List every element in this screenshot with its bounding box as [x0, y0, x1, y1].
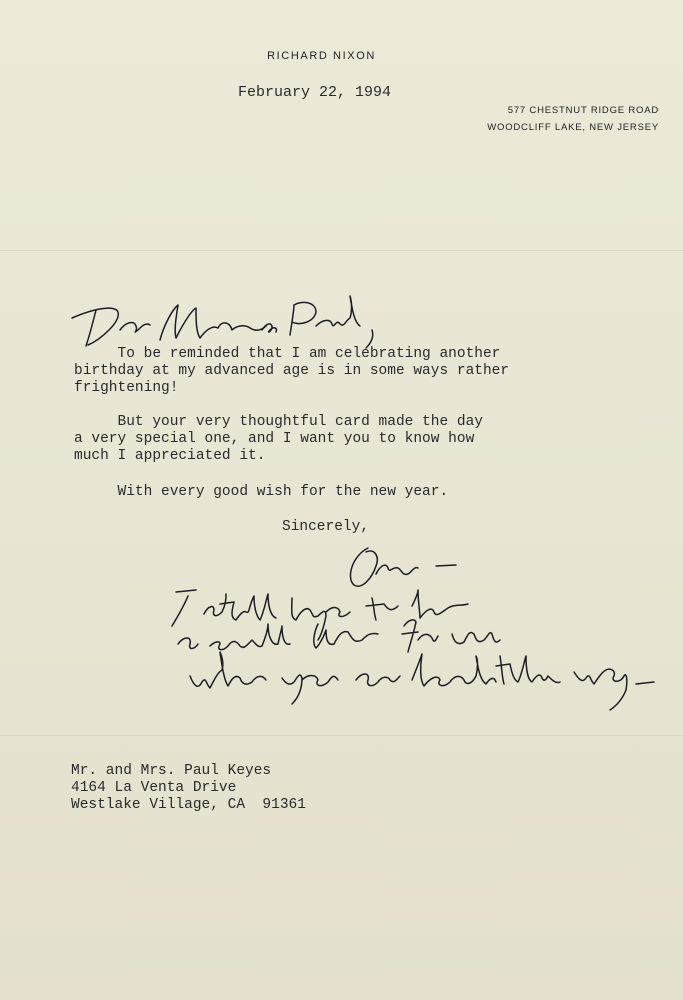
signature-mark: [350, 548, 456, 586]
recipient-street: 4164 La Venta Drive: [71, 780, 237, 796]
body-line: But your very thoughtful card made the day: [74, 414, 483, 430]
body-line: With every good wish for the new year.: [74, 484, 449, 500]
body-line: frightening!: [74, 380, 179, 396]
letterhead-address-city: WOODCLIFF LAKE, NEW JERSEY: [487, 122, 659, 133]
body-line: birthday at my advanced age is in some ways rather: [74, 363, 510, 379]
closing: Sincerely,: [282, 519, 370, 535]
body-line: much I appreciated it.: [74, 448, 266, 464]
body-line: a very special one, and I want you to know how: [74, 431, 475, 447]
body-line: To be reminded that I am celebrating another: [74, 346, 501, 362]
recipient-name: Mr. and Mrs. Paul Keyes: [71, 763, 272, 779]
recipient-city: Westlake Village, CA 91361: [71, 797, 306, 813]
letterhead-address-street: 577 CHESTNUT RIDGE ROAD: [507, 105, 659, 116]
letter-date: February 22, 1994: [238, 84, 392, 101]
letterhead-name: RICHARD NIXON: [267, 50, 376, 62]
